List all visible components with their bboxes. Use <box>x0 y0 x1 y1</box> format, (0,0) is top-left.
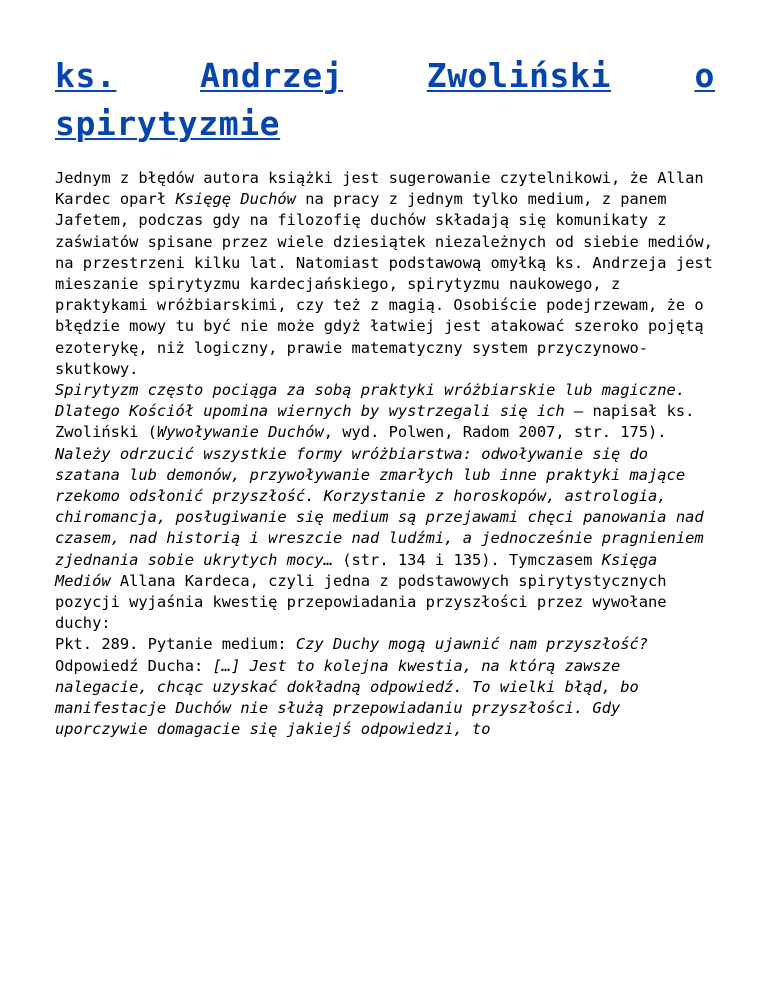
quote-italic: Czy Duchy mogą ujawnić nam przyszłość? <box>295 635 649 654</box>
title-line-2: spirytyzmie <box>55 104 281 143</box>
text-run: (str. 134 i 135). Tymczasem <box>332 550 602 569</box>
paragraph <box>55 380 715 634</box>
title-word: Zwoliński <box>426 56 611 95</box>
quote-italic: […] Jest to kolejna kwestia, na którą zawsze nalegacie, chcąc uzyskać dokładną odpowiedź. To wielki błąd, bo manifestacje Duchów nie służą przepowiadaniu przyszłości. Gdy uporczywie domagacie się jakiejś odpowiedzi, to <box>55 656 639 739</box>
article-body <box>55 168 715 740</box>
title-word: ks. <box>55 56 117 95</box>
text-run: Odpowiedź Ducha: <box>55 656 213 675</box>
text-run: Pkt. 289. Pytanie medium: <box>55 635 296 654</box>
paragraph <box>55 656 715 741</box>
text-run: , wyd. Polwen, Radom 2007, str. 175). <box>323 423 667 442</box>
title-line-1 <box>55 52 715 100</box>
text-run: Allana Kardeca, czyli jedna z podstawowych spirytystycznych pozycji wyjaśnia kwestię przepowiadania przyszłości przez wywołane duchy: <box>55 571 667 633</box>
text-run: Jednym z błędów autora książki jest sugerowanie czytelnikowi, że Allan Kardec oparł <box>55 169 704 209</box>
book-title-italic: Wywoływanie Duchów <box>156 423 324 442</box>
title-word: Andrzej <box>199 56 344 95</box>
quote-italic: Należy odrzucić wszystkie formy wróżbiarstwa: odwoływanie się do szatana lub demonów, przywoływanie zmarłych lub inne praktyki mające rzekomo odsłonić przyszłość. Korzystanie z horoskopów, astrologia, chiromancja, posługiwanie się medium są przejawami chęci panowania nad czasem, nad historią i wreszcie nad ludźmi, a jednocześnie pragnieniem zjednania sobie ukrytych mocy… <box>55 444 704 569</box>
paragraph <box>55 168 715 380</box>
text-run: – napisał ks. Zwoliński ( <box>55 402 695 442</box>
title-word: o <box>694 56 715 95</box>
paragraph <box>55 634 715 655</box>
book-title-italic: Księgę Duchów <box>175 190 296 209</box>
quote-italic: Spirytyzm często pociąga za sobą praktyki wróżbiarskie lub magiczne. Dlatego Kościół upomina wiernych by wystrzegali się ich <box>55 381 686 421</box>
document-page <box>55 52 715 740</box>
book-title-italic: Księga Mediów <box>55 550 658 590</box>
title-link[interactable] <box>55 52 715 143</box>
text-run: na pracy z jednym tylko medium, z panem Jafetem, podczas gdy na filozofię duchów składają się komunikaty z zaświatów spisane przez wiele dziesiątek niezależnych od siebie mediów, na przestrzeni kilku lat. Natomiast podstawową omyłką ks. Andrzeja jest mieszanie spirytyzmu kardecjańskiego, spirytyzmu naukowego, z praktykami wróżbiarskimi, czy też z magią. Osobiście podejrzewam, że o błędzie mowy tu być nie może gdyż łatwiej jest atakować szeroko pojętą ezoterykę, niż logiczny, prawie matematyczny system przyczynowo-skutkowy. <box>55 190 713 378</box>
page-title <box>55 52 715 148</box>
